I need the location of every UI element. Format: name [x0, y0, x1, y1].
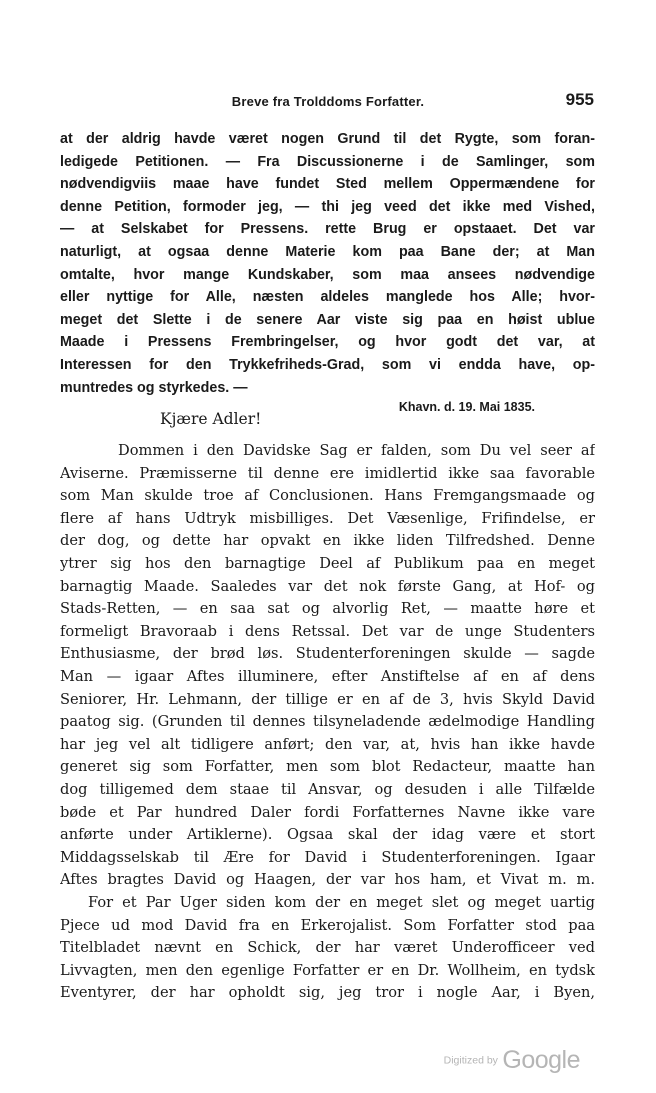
text-line: at der aldrig havde været nogen Grund til det Rygte, som foran- — [60, 131, 595, 147]
text-line: naturligt, at ogsaa denne Materie kom paa Bane der; at Man — [60, 243, 595, 260]
text-line: Dommen i den Davidske Sag er falden, som Du vel seer af — [118, 442, 595, 459]
text-line: Man — igaar Aftes illuminere, efter Anstiftelse af en af dens — [60, 667, 595, 685]
text-line: Eventyrer, der har opholdt sig, jeg tror i nogle Aar, i Byen, — [60, 984, 595, 1002]
paragraph-3 — [60, 892, 595, 1005]
text-line: Aviserne. Præmisserne til denne ere imidlertid ikke saa favorable — [60, 464, 595, 482]
text-line: Titelbladet nævnt en Schick, der har været Underofficeer ved — [60, 939, 595, 957]
digitized-watermark — [440, 1046, 580, 1075]
text-line: eller nyttige for Alle, næsten aldeles manglede hos Alle; hvor- — [60, 289, 595, 306]
text-line: Livvagten, men den egenlige Forfatter er en Dr. Wollheim, en tydsk — [60, 961, 595, 979]
text-line: dog tilligemed dem staae til Ansvar, og desuden i alle Tilfælde — [60, 780, 595, 798]
text-line: generet sig som Forfatter, men som blot Redacteur, maatte han — [60, 758, 595, 776]
text-line: flere af hans Udtryk misbilliges. Det Væsenlige, Frifindelse, er — [60, 509, 595, 527]
letter-salutation: Kjære Adler! — [160, 410, 262, 428]
paragraph-1 — [60, 128, 595, 399]
running-title: Breve fra Trolddoms Forfatter. — [231, 94, 425, 109]
text-line: Interessen for den Trykkefriheds-Grad, som vi endda have, op- — [60, 356, 595, 373]
text-line: denne Petition, formoder jeg, — thi jeg veed det ikke med Vished, — [60, 198, 595, 215]
text-line: formeligt Bravoraab i dens Retssal. Det var de unge Studenters — [60, 622, 595, 640]
text-line: ytrer sig hos den barnagtige Deel af Publikum paa en meget — [60, 554, 595, 572]
text-line: Middagsselskab til Ære for David i Studenterforeningen. Igaar — [60, 848, 595, 866]
text-line: omtalte, hvor mange Kundskaber, som maa ansees nødvendige — [60, 266, 595, 283]
text-line: Maade i Pressens Frembringelser, og hvor godt det var, at — [60, 334, 595, 351]
text-line: Stads-Retten, — en saa sat og alvorlig Ret, — maatte høre et — [60, 600, 595, 618]
text-line: nødvendigviis maae have fundet Sted mellem Oppermændene for — [60, 176, 595, 193]
digitized-label: Digitized by — [443, 1054, 498, 1067]
text-line: barnagtig Maade. Saaledes var det nok første Gang, at Hof- og — [60, 577, 595, 595]
text-line: der dog, og dette har opvakt en ikke liden Tilfredshed. Denne — [60, 532, 595, 550]
text-line: Enthusiasme, der brød løs. Studenterforeningen skulde — sagde — [60, 645, 595, 663]
text-line: bøde et Par hundred Daler fordi Forfatternes Navne ikke vare — [60, 803, 595, 821]
text-line: som Man skulde troe af Conclusionen. Hans Fremgangsmaade og — [60, 487, 595, 505]
letter-date: Khavn. d. 19. Mai 1835. — [398, 400, 535, 414]
google-logo: Google — [502, 1046, 580, 1074]
text-line: Aftes bragtes David og Haagen, der var hos ham, et Vivat m. m. — [60, 871, 595, 889]
text-line: anførte under Artiklerne). Ogsaa skal der idag være et stort — [60, 826, 595, 844]
text-line: Pjece ud mod David fra en Erkerojalist. Som Forfatter stod paa — [60, 916, 595, 934]
text-line: Seniorer, Hr. Lehmann, der tillige er en af de 3, hvis Skyld David — [60, 690, 595, 708]
page-number: 955 — [565, 90, 594, 109]
text-line: — at Selskabet for Pressens. rette Brug er opstaaet. Det var — [60, 221, 595, 238]
text-line: har jeg vel alt tidligere anført; den var, at, hvis han ikke havde — [60, 735, 595, 753]
paragraph-2 — [60, 440, 595, 892]
text-line: paatog sig. (Grunden til dennes tilsyneladende ædelmodige Handling — [60, 713, 595, 731]
text-line: muntredes og styrkedes. — — [60, 379, 248, 396]
text-line: ledigede Petitionen. — Fra Discussionerne i de Samlinger, som — [60, 153, 595, 170]
text-line: For et Par Uger siden kom der en meget slet og meget uartig — [88, 894, 595, 911]
text-line: meget det Slette i de senere Aar viste sig paa en høist ublue — [60, 311, 595, 328]
